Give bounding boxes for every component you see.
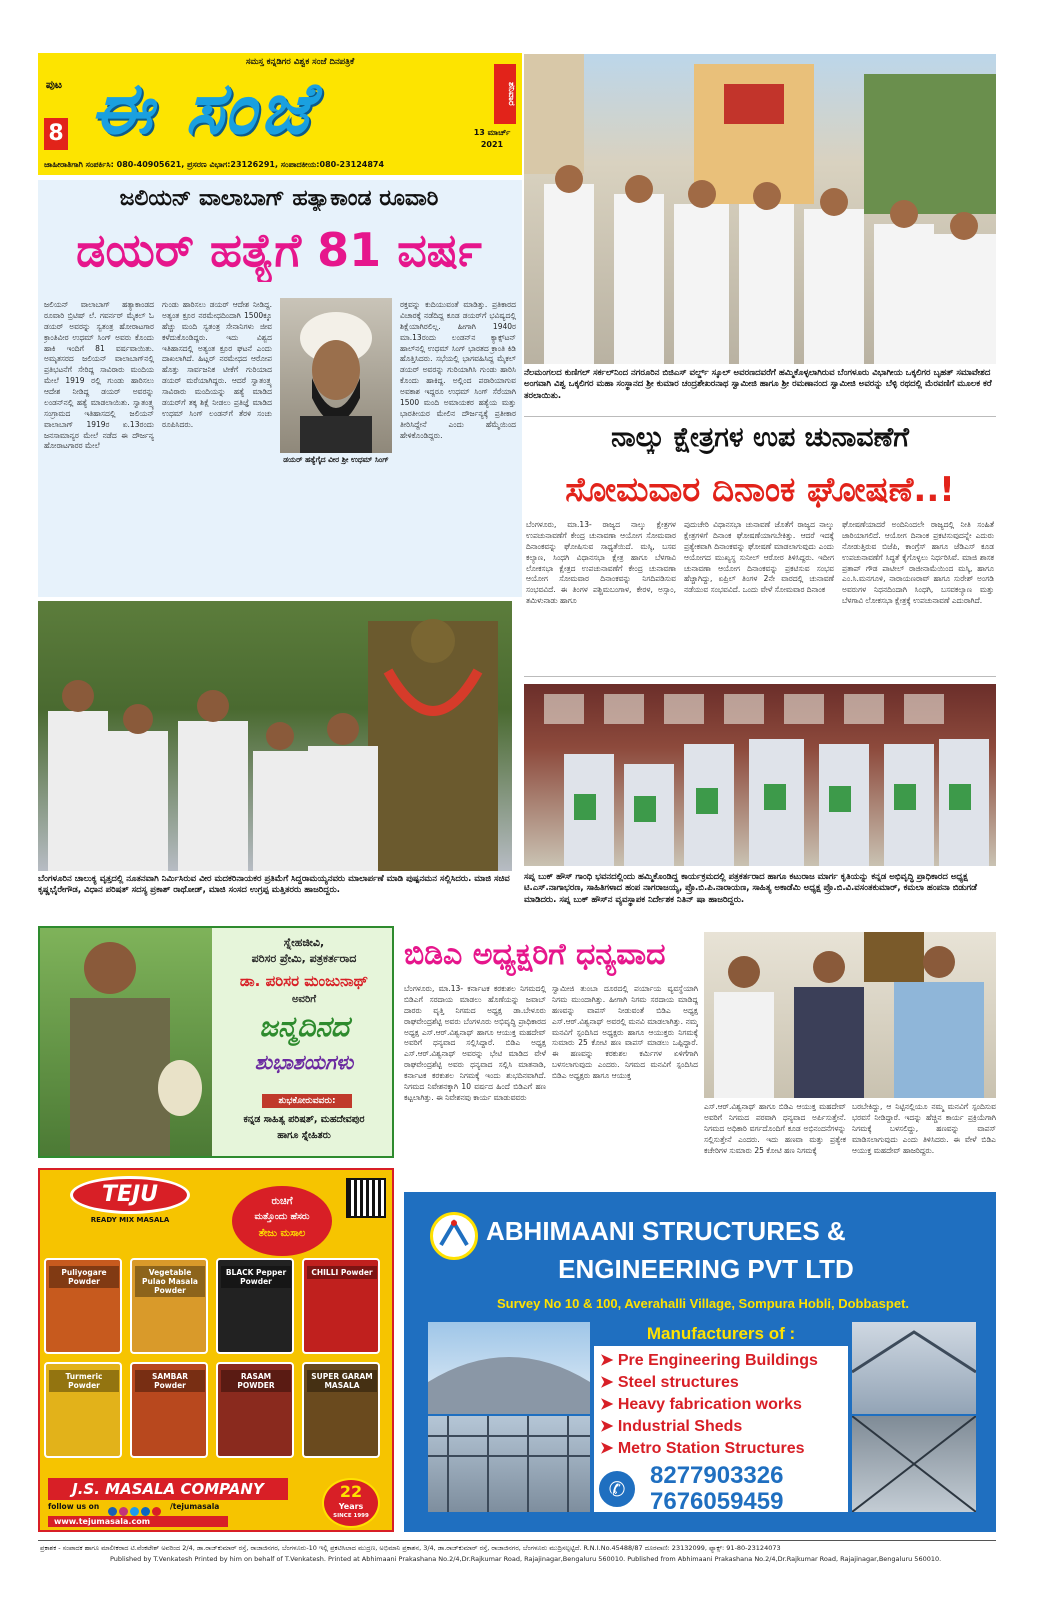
page-label: ಪುಟ <box>45 78 63 91</box>
teju-handle: /tejumasala <box>170 1502 220 1511</box>
teju-product-pack <box>130 1362 208 1458</box>
birthday-avarige: ಅವರಿಗೆ <box>291 994 317 1005</box>
bda-meeting-photo <box>704 932 996 1098</box>
story1-col2: ಗುಂಡು ಹಾರಿಸಲು ಡಯರ್ ಆದೇಶ ನೀಡಿದ್ದ. ಅತ್ಯಂತ ಕ್ರೂರ ನರಮೇಧದಿಂದಾಗಿ 1500ಕ್ಕೂ ಹೆಚ್ಚು ಮಂದಿ ಸ್ವತಂತ್ರ ಸೇನಾನಿಗಳು ಜೀವ ಕಳೆದುಕೊಂಡಿದ್ದರು. ಇದು ವಿಶ್ವದ ಇತಿಹಾಸದಲ್ಲಿ ಅತ್ಯಂತ ಕ್ರೂರ ಘಟನೆ ಎಂದು ದಾಖಲಾಗಿದೆ. ಹಿಟ್ಲರ್ ನರಮೇಧದ ಆರೋಪ ಹೊತ್ತು ಸಾರ್ವಜನಿಕ ಟೀಕೆಗೆ ಗುರಿಯಾದ ಡಯರ್ ಮರೆಯಾಗಿದ್ದರು. ಆದರೆ ಸ್ವಾತಂತ್ರ್ಯ ಸಾವಿರಾರು ಮಂದಿಯನ್ನು ಹತ್ಯೆ ಮಾಡಿದ ಡಯರ್‌ಗೆ ತಕ್ಕ ಶಿಕ್ಷೆ ನೀಡಲು ಪ್ರತಿಜ್ಞೆ ಮಾಡಿದ ಉಧಮ್ ಸಿಂಗ್ ಲಂಡನ್‌ಗೆ ತೆರಳಿ ಸಂಚು ರೂಪಿಸಿದರು. <box>162 300 272 429</box>
linkedin-icon[interactable] <box>141 1507 150 1516</box>
facebook-icon[interactable] <box>108 1507 117 1516</box>
birthday-from-label: ಶುಭಕೋರುವವರು: <box>262 1094 352 1108</box>
abhimaani-phone1[interactable]: 8277903326 <box>650 1462 784 1489</box>
divider <box>524 676 996 677</box>
abhimaani-item: ➤ Metro Station Structures <box>600 1440 805 1457</box>
teju-tagline1: ರುಚಿಗೆ <box>271 1196 293 1207</box>
birthday-greeting1: ಜನ್ಮದಿನದ <box>259 1010 349 1043</box>
statue-caption: ಬೆಂಗಳೂರಿನ ಚಾಲುಕ್ಯ ವೃತ್ತದಲ್ಲಿ ನೂತನವಾಗಿ ನಿರ್ಮಿಸಿರುವ ವೀರ ಮದಕರಿನಾಯಕರ ಪ್ರತಿಮೆಗೆ ಸಿದ್ದರಾಮಯ್ಯನವರು ಮಾಲಾರ್ಪಣೆ ಮಾಡಿ ಪುಷ್ಪನಮನ ಸಲ್ಲಿಸಿದರು. ಮಾಜಿ ಸಚಿವ ಕೃಷ್ಣಭೈರೇಗೌಡ, ವಿಧಾನ ಪರಿಷತ್ ಸದಸ್ಯ ಪ್ರಕಾಶ್ ರಾಥೋಡ್, ಮಾಜಿ ಸಂಸದ ಉಗ್ರಪ್ಪ ಮತ್ತಿತರರು ಹಾಜರಿದ್ದರು. <box>38 874 510 896</box>
teju-product-pack <box>302 1258 380 1354</box>
birthday-from2: ಹಾಗೂ ಸ್ನೇಹಿತರು <box>277 1130 331 1141</box>
statue-drawing <box>38 601 512 871</box>
divider <box>524 416 996 417</box>
story2-kicker: ನಾಲ್ಕು ಕ್ಷೇತ್ರಗಳ ಉಪ ಚುನಾವಣೆಗೆ <box>611 422 909 453</box>
book-release-photo <box>524 684 996 866</box>
footer-rule <box>38 1540 996 1541</box>
masthead-title: ಈ ಸಂಜೆ <box>90 66 315 150</box>
abhimaani-title2: ENGINEERING PVT LTD <box>558 1254 854 1284</box>
youtube-icon[interactable] <box>152 1507 161 1516</box>
person-drawing <box>40 928 212 1156</box>
teju-company: J.S. MASALA COMPANY <box>48 1478 288 1500</box>
teju-product-label: Turmeric Powder <box>49 1370 119 1392</box>
steel-frame-drawing <box>428 1416 590 1512</box>
story1-headline: ಡಯರ್ ಹತ್ಯೆಗೆ 81 ವರ್ಷ <box>76 223 482 277</box>
twitter-icon[interactable] <box>130 1507 139 1516</box>
masthead-contacts: ಜಾಹೀರಾತಿಗಾಗಿ ಸಂಪರ್ಕಿಸಿ: 080-40905621, ಪ್ರಸರಣ ವಿಭಾಗ:23126291, ಸಂಪಾದಕೀಯ:080-23124874 <box>44 160 385 169</box>
teju-badge-number: 22 <box>339 1482 363 1501</box>
book-release-caption: ಸಪ್ನ ಬುಕ್ ಹೌಸ್ ಗಾಂಧಿ ಭವನದಲ್ಲಿಂದು ಹಮ್ಮಿಕೊಂಡಿದ್ದ ಕಾರ್ಯಕ್ರಮದಲ್ಲಿ ಪತ್ರಕರ್ತರಾದ ಹಾಗೂ ಕಟುರಾಜ ಮಾರ್ಗ ಕೃತಿಯನ್ನು ಕನ್ನಡ ಅಭಿವೃದ್ಧಿ ಪ್ರಾಧಿಕಾರದ ಅಧ್ಯಕ್ಷ ಟಿ.ಎಸ್.ನಾಗಾಭರಣ, ಸಾಹಿತಿಗಳಾದ ಹಂಪ ನಾಗರಾಜಯ್ಯ, ಪ್ರೊ.ಬಿ.ಪಿ.ನಾರಾಯಣ, ಸಾಹಿತ್ಯ ಅಕಾಡೆಮಿ ಅಧ್ಯಕ್ಷ ಪ್ರೊ.ಬಿ.ವಿ.ವಸಂತಕುಮಾರ್, ಕಮಲಾ ಹಂಪನಾ ಬಿಡುಗಡೆ ಮಾಡಿದರು. ಸಪ್ನ ಬುಕ್ ಹೌಸ್‌ನ ವ್ಯವಸ್ಥಾಪಕ ನಿರ್ದೇಶಕ ನಿತಿನ್ ಷಾ ಹಾಜರಿದ್ದರು. <box>524 872 977 905</box>
birthday-line1: ಸ್ನೇಹಜೀವಿ, <box>283 936 325 949</box>
building-photo-3 <box>852 1322 976 1414</box>
teju-product-label: BLACK Pepper Powder <box>221 1266 291 1288</box>
building-photo-1 <box>428 1322 590 1414</box>
instagram-icon[interactable] <box>119 1507 128 1516</box>
statue-garland-photo <box>38 601 512 871</box>
abhimaani-item: ➤ Heavy fabrication works <box>600 1396 802 1413</box>
birthday-greeting2: ಶುಭಾಶಯಗಳು <box>254 1050 354 1074</box>
teju-brand: TEJU <box>101 1182 159 1207</box>
teju-product-label: Vegetable Pulao Masala Powder <box>135 1266 205 1297</box>
footer-line2: Published by T.Venkatesh Printed by him on behalf of T.Venkatesh. Printed at Abhimaani Prakashana No.2/4,Dr.Rajkumar Road, Rajajinagar,Bengaluru 560010. Published from Abhimaani Prakashana No.2/4,Dr.Rajkumar Road, Rajajinagar,Bengaluru 560010. <box>110 1555 942 1563</box>
abhimaani-item: ➤ Pre Engineering Buildings <box>600 1352 818 1369</box>
teju-product-pack <box>44 1258 122 1354</box>
procession-photo <box>524 54 996 364</box>
teju-product-pack <box>216 1362 294 1458</box>
building-photo-2 <box>428 1416 590 1512</box>
abhimaani-title1: ABHIMAANI STRUCTURES & <box>486 1216 846 1246</box>
page-number: 8 <box>44 118 68 150</box>
birthday-line2: ಪರಿಸರ ಪ್ರೇಮಿ, ಪತ್ರಕರ್ತರಾದ <box>251 952 357 965</box>
birthday-person-photo <box>40 928 212 1156</box>
story3-headline: ಬಿಡಿಎ ಅಧ್ಯಕ್ಷರಿಗೆ ಧನ್ಯವಾದ <box>404 937 666 972</box>
meeting-drawing <box>704 932 996 1098</box>
story2-col1: ಬೆಂಗಳೂರು, ಮಾ.13- ರಾಜ್ಯದ ನಾಲ್ಕು ಕ್ಷೇತ್ರಗಳ ಉಪಚುನಾವಣೆಗೆ ಕೇಂದ್ರ ಚುನಾವಣಾ ಆಯೋಗ ಸೋಮವಾರ ದಿನಾಂಕವನ್ನು ಘೋಷಿಸುವ ಸಾಧ್ಯತೆಯಿದೆ. ಮಸ್ಕಿ, ಬಸವ ಕಲ್ಯಾಣ, ಸಿಂಧಗಿ ವಿಧಾನಸಭಾ ಕ್ಷೇತ್ರ ಹಾಗೂ ಬೆಳಗಾವಿ ಲೋಕಸಭಾ ಕ್ಷೇತ್ರದ ಉಪಚುನಾವಣೆಗೆ ಕೇಂದ್ರ ಚುನಾವಣಾ ಆಯೋಗ ಸೋಮವಾರ ದಿನಾಂಕವನ್ನು ನಿಗದಿಪಡಿಸುವ ಸಂಭವವಿದೆ. ಈ ತಿಂಗಳ ಪಶ್ಚಿಮಬಂಗಾಳ, ಕೇರಳ, ಅಸ್ಸಾಂ, ತಮಿಳುನಾಡು ಹಾಗೂ <box>526 520 676 606</box>
building-drawing <box>428 1322 590 1414</box>
teju-product-pack <box>44 1362 122 1458</box>
teju-product-label: CHILLI Powder <box>307 1266 377 1279</box>
story2-col3: ಘೋಷಣೆಯಾದರೆ ಅಂದಿನಿಂದಲೇ ರಾಜ್ಯದಲ್ಲಿ ನೀತಿ ಸಂಹಿತೆ ಜಾರಿಯಾಗಲಿದೆ. ಆಯೋಗ ದಿನಾಂಕ ಪ್ರಕಟಿಸುವುದನ್ನೇ ಎದುರು ನೋಡುತ್ತಿರುವ ಬಿಜೆಪಿ, ಕಾಂಗ್ರೆಸ್ ಹಾಗೂ ಜೆಡಿಎಸ್ ಕೂಡ ಉಪಚುನಾವಣೆಗೆ ಸಿದ್ಧತೆ ಕೈಗೊಳ್ಳಲು ನಿರ್ಧರಿಸಿವೆ. ಮಾಜಿ ಶಾಸಕ ಪ್ರತಾಪ್ ಗೌಡ ಪಾಟೀಲ್ ರಾಜೀನಾಮೆಯಿಂದ ಮಸ್ಕಿ, ಹಾಗೂ ಎಂ.ಸಿ.ಮನಗೂಳಿ, ನಾರಾಯಣರಾವ್ ಹಾಗೂ ಸುರೇಶ್ ಅಂಗಡಿ ಅವರುಗಳ ನಿಧನದಿಂದಾಗಿ ಸಿಂಧಗಿ, ಬಸವಕಲ್ಯಾಣ ಮತ್ತು ಬೆಳಗಾವಿ ಲೋಕಸಭಾ ಕ್ಷೇತ್ರಕ್ಕೆ ಉಪಚುನಾವಣೆ ಎದುರಾಗಿದೆ. <box>842 520 994 606</box>
abhimaani-manufacturers: Manufacturers of : <box>594 1322 848 1346</box>
teju-product-pack <box>130 1258 208 1354</box>
teju-website[interactable]: www.tejumasala.com <box>48 1516 228 1527</box>
teju-tagline2: ಮತ್ತೊಂದು ಹೆಸರು <box>254 1212 310 1222</box>
story1-col2b <box>162 462 272 592</box>
shed-drawing <box>852 1322 976 1414</box>
birthday-from: ಕನ್ನಡ ಸಾಹಿತ್ಯ ಪರಿಷತ್, ಮಹದೇವಪುರ <box>243 1114 365 1125</box>
abhimaani-item: ➤ Industrial Sheds <box>600 1418 743 1435</box>
abhimaani-item: ➤ Steel structures <box>600 1374 739 1391</box>
story1-kicker: ಜಲಿಯನ್ ವಾಲಾಬಾಗ್ ಹತ್ಯಾಕಾಂಡ ರೂವಾರಿ <box>119 186 439 211</box>
abhimaani-items <box>600 1350 850 1460</box>
story3-col1: ಬೆಂಗಳೂರು, ಮಾ.13- ಕರ್ನಾಟಕ ಕರಕುಶಲ ನಿಗಮದಲ್ಲಿ ಬಿಡಿಎಗೆ ಸರದಾಯ ಮಾಡಲು ಹೊಣೆಯನ್ನು ಜವಾಬ್ ದಾರರು ವೃತ್ತಿ ನಿಗಮದ ಅಧ್ಯಕ್ಷ ಡಾ.ಬೇಳೂರು ರಾಘವೇಂದ್ರಶೆಟ್ಟಿ ಅವರು ಬೆಂಗಳೂರು ಅಭಿವೃದ್ಧಿ ಪ್ರಾಧಿಕಾರದ ಅಧ್ಯಕ್ಷ ಎಸ್.ಆರ್.ವಿಶ್ವನಾಥ್ ಹಾಗೂ ಆಯುಕ್ತ ಮಹದೇವ್ ಅವರಿಗೆ ಧನ್ಯವಾದ ಸಲ್ಲಿಸಿದ್ದಾರೆ. ಬಿಡಿಎ ಅಧ್ಯಕ್ಷ ಎಸ್.ಆರ್.ವಿಶ್ವನಾಥ್ ಅವರನ್ನು ಭೇಟಿ ಮಾಡಿದ ವೇಳೆ ರಾಘವೇಂದ್ರಶೆಟ್ಟಿ ಅವರು ಧನ್ಯವಾದ ಸಲ್ಲಿಸಿ ಮಾತನಾಡಿ, ಕರ್ನಾಟಕ ಕರಕುಶಲ ನಿಗಮಕ್ಕೆ ಇಂದು ಶುಭದಿನವಾಗಿದೆ. ನಿಗಮದ ನಿವೇಶನಕ್ಕಾಗಿ 10 ವರ್ಷದ ಹಿಂದೆ ಬಿಡಿಎಗೆ ಹಣ ಕಟ್ಟಲಾಗಿತ್ತು. ಈ ನಿವೇಶನವು ಕಾರ್ಯ ಮಾಡುವವರು <box>404 984 546 1102</box>
teju-product-pack <box>302 1362 380 1458</box>
procession-drawing <box>524 54 996 364</box>
story3-photo-caption2: ಬರಬೇಕಿದ್ದು, ಆ ನಿಟ್ಟಿನಲ್ಲಿಯೂ ನಮ್ಮ ಮನವಿಗೆ ಸ್ಪಂದಿಸುವ ಭರವಸೆ ನೀಡಿದ್ದಾರೆ. ಇದನ್ನು ಹೆಚ್ಚಿನ ಕಾರ್ಯ ಪ್ರಕ್ರಿಯೆಗಾಗಿ ನಿಗಮಕ್ಕೆ ಬಳಸಲಿದ್ದು, ಹಣವನ್ನು ವಾಪಸ್ ಮಾಡಿಸಲಾಗುವುದು ಎಂದು ತಿಳಿಸಿದರು. ಈ ವೇಳೆ ಬಿಡಿಎ ಆಯುಕ್ತ ಮಹದೇವ್ ಹಾಜರಿದ್ದರು. <box>852 1102 996 1155</box>
abhimaani-phone2[interactable]: 7676059459 <box>650 1488 784 1515</box>
book-release-drawing <box>524 684 996 866</box>
building-photo-4 <box>852 1416 976 1512</box>
teju-product-pack <box>216 1258 294 1354</box>
teju-tagline3: ತೇಜು ಮಸಾಲ <box>258 1228 306 1239</box>
portrait-drawing <box>280 298 392 453</box>
portrait-caption: ಡಯರ್ ಹತ್ಯೆಗೈದ ವೀರ ಶ್ರೀ ಉಧಮ್ ಸಿಂಗ್ <box>283 455 389 464</box>
udham-singh-portrait <box>280 298 392 453</box>
story3-photo-caption: ಎಸ್.ಆರ್.ವಿಶ್ವನಾಥ್ ಹಾಗೂ ಬಿಡಿಎ ಆಯುಕ್ತ ಮಹದೇವ್ ಅವರಿಗೆ ನಿಗಮದ ಪರವಾಗಿ ಧನ್ಯವಾದ ಅರ್ಪಿಸುತ್ತೇನೆ. ನಿಗಮದ ಅಧಿಕಾರಿ ವರ್ಗದೊಂದಿಗೆ ಕೂಡ ಅಭಿನಂದನೆಗಳನ್ನು ಸಲ್ಲಿಸುತ್ತೇನೆ ಎಂದರು. ಇದು ಹಣವಾ ಮತ್ತು ಪ್ರತ್ಯೇಕ ಕಚೇರಿಗಳ ಸುಮಾರು 25 ಕೋಟಿ ಹಣ ನಿಗಮಕ್ಕೆ <box>704 1102 846 1155</box>
story3-col2: ಸ್ವಾಮೀಜಿ ತುಂಬಾ ದೂರದಲ್ಲಿ ಪರ್ಯಾಯ ವ್ಯವಸ್ಥೆಯಾಗಿ ನಿಗಮ ಮುಂದಾಗಿತ್ತು. ಹೀಗಾಗಿ ನಿಗಮ ಸರದಾಯ ಮಾಡಿದ್ದ ಹಣವನ್ನು ವಾಪಸ್ ನೀಡುವಂತೆ ಬಿಡಿಎ ಅಧ್ಯಕ್ಷ ಎಸ್.ಆರ್.ವಿಶ್ವನಾಥ್ ಅವರಲ್ಲಿ ಮನವಿ ಮಾಡಲಾಗಿತ್ತು. ನಮ್ಮ ಮನವಿಗೆ ಸ್ಪಂದಿಸಿದ ಅಧ್ಯಕ್ಷರು ಹಾಗೂ ಆಯುಕ್ತರು ನಿಗಮಕ್ಕೆ ಸುಮಾರು 25 ಕೋಟಿ ಹಣ ವಾಪಸ್ ಮಾಡಲು ಒಪ್ಪಿದ್ದಾರೆ. ಈ ಹಣವನ್ನು ಕರಕುಶಲ ಕರ್ಮಿಗಳ ಏಳಿಗೆಗಾಗಿ ಬಳಸಲಾಗುವುದು ಎಂದರು. ನಿಗಮದ ಮನವಿಗೆ ಸ್ಪಂದಿಸಿದ ಬಿಡಿಎ ಅಧ್ಯಕ್ಷರು ಹಾಗೂ ಆಯುಕ್ತ <box>552 984 698 1080</box>
story2-headline: ಸೋಮವಾರ ದಿನಾಂಕ ಘೋಷಣೆ..! <box>565 470 955 510</box>
teju-product-label: Puliyogare Powder <box>49 1266 119 1288</box>
teju-badge-years: Years <box>338 1502 364 1511</box>
teju-products <box>44 1258 388 1458</box>
teju-follow: follow us on <box>48 1502 100 1511</box>
truss-drawing <box>852 1416 976 1512</box>
story1-col3: ರಕ್ತವನ್ನು ಕುದಿಯುವಂತೆ ಮಾಡಿತ್ತು. ಪ್ರತಿಕಾರದ ವಿಚಾರಕ್ಕೆ ನಡೆದಿದ್ದ ಕೂಡ ಡಯರ್‌ಗೆ ಭವಿಷ್ಯದಲ್ಲಿ ಶಿಕ್ಷೆಯಾಗಿರಲಿಲ್ಲ. ಹೀಗಾಗಿ 1940ರ ಮಾ.13ರಂದು ಲಂಡನ್‌ನ ಕ್ಯಾಕ್ಸ್‌ಟನ್ ಹಾಲ್‌ನಲ್ಲಿ ಉಧಮ್ ಸಿಂಗ್ ಭಾರತದ ಕ್ರಾಂತಿ ಕಿಡಿ ಹೊತ್ತಿಸಿದರು. ಸಭೆಯಲ್ಲಿ ಭಾಗವಹಿಸಿದ್ದ ಮೈಕಲ್ ಡಯರ್ ಅವರನ್ನು ಗುರಿಯಾಗಿಸಿ ಗುಂಡು ಹಾರಿಸಿ ಕೊಂದು ಹಾಕಿದ್ದ. ಅಲ್ಲಿಂದ ಪರಾರಿಯಾಗುವ ಅವಕಾಶ ಇದ್ದರೂ ಉಧಮ್ ಸಿಂಗ್ ಸೆರೆಯಾಗಿ 1500 ಮಂದಿ ಅಮಾಯಕರ ಹತ್ಯೆಯ ಮತ್ತು ಭಾರತೀಯರ ಮೇಲಿನ ದೌರ್ಜನ್ಯಕ್ಕೆ ಪ್ರತೀಕಾರ ತೀರಿಸಿದ್ದೇನೆ ಎಂದು ಹೆಮ್ಮೆಯಿಂದ ಹೇಳಿಕೊಂಡಿದ್ದರು. <box>400 300 516 440</box>
teju-subtitle: READY MIX MASALA <box>90 1216 170 1224</box>
compass-icon <box>433 1215 475 1257</box>
footer-line1: ಪ್ರಕಾಶಕ - ಸಂಪಾದಕ ಹಾಗೂ ಮಾಲೀಕರಾದ ಟಿ.ವೆಂಕಟೇಶ್ ಅವರಿಂದ 2/4, ಡಾ.ರಾಜ್‌ಕುಮಾರ್ ರಸ್ತೆ, ರಾಜಾಜಿನಗರ, ಬೆಂಗಳೂರು-10 ಇಲ್ಲಿ ಪ್ರಕಟಿಸಿಲಾದ ಮುದ್ರಣ, ಅಭಿಮಾನಿ ಪ್ರಕಾಶನ, 3/4, ಡಾ.ರಾಜ್‌ಕುಮಾರ್ ರಸ್ತೆ, ರಾಜಾಜಿನಗರ, ಬೆಂಗಳೂರು ಮುದ್ರಿಸಲ್ಪಟ್ಟಿದೆ. R.N.I.No.45488/87 ದೂರವಾಣಿ: 23132099, ಫ್ಯಾಕ್ಸ್: 91-80-23124073 <box>40 1544 781 1552</box>
teju-social-icons <box>108 1501 168 1511</box>
birthday-name: ಡಾ. ಪರಿಸರ ಮಂಜುನಾಥ್ <box>239 972 369 990</box>
qr-code-icon <box>346 1178 386 1218</box>
abhimaani-address: Survey No 10 & 100, Averahalli Village, Sompura Hobli, Dobbaspet. <box>496 1296 910 1311</box>
teju-badge-since: SINCE 1999 <box>333 1513 369 1519</box>
teju-product-label: SUPER GARAM MASALA <box>307 1370 377 1392</box>
abhimaani-logo-icon <box>430 1212 478 1260</box>
teju-product-label: SAMBAR Powder <box>135 1370 205 1392</box>
story1-col1: ಜಲಿಯನ್ ವಾಲಾಬಾಗ್ ಹತ್ಯಾಕಾಂಡದ ರೂವಾರಿ ಬ್ರಿಟಿಷ್ ಲೆ. ಗವರ್ನರ್ ಮೈಕಲ್ ಓ ಡಯರ್ ಅವರನ್ನು ಸ್ವತಂತ್ರ ಹೋರಾಟಗಾರ ಕ್ರಾಂತಿವೀರ ಉಧಮ್ ಸಿಂಗ್ ಅವರು ಕೊಂದು ಹಾಕಿ ಇಂದಿಗೆ 81 ವರ್ಷವಾಯಿತು. ಅಮೃತಸರದ ಜಲಿಯನ್ ವಾಲಾಬಾಗ್‌ನಲ್ಲಿ ಪ್ರತಿಭಟನೆಗೆ ಸೇರಿದ್ದ ಸಾವಿರಾರು ಮಂದಿಯ ಮೇಲೆ 1919 ರಲ್ಲಿ ಗುಂಡು ಹಾರಿಸಲು ಆದೇಶ ನೀಡಿದ್ದ ಡಯರ್ ಅವರನ್ನು ಲಂಡನ್‌ನಲ್ಲಿ ಹತ್ಯೆ ಮಾಡಲಾಯಿತು. ಸ್ವಾತಂತ್ರ್ಯ ಸಂಗ್ರಾಮದ ಇತಿಹಾಸದಲ್ಲಿ ಜಲಿಯನ್ ವಾಲಾಬಾಗ್ 1919ರ ಏ.13ರಂದು ಜನಸಾಮಾನ್ಯರ ಮೇಲೆ ನಡೆದ ಈ ದೌರ್ಜನ್ಯ ಹೋರಾಟಗಾರರ ಮೇಲೆ <box>44 300 154 451</box>
weekday: ಶನಿವಾರ <box>506 82 516 106</box>
phone-icon: ✆ <box>596 1468 638 1510</box>
masthead-tagline: ಸಮಸ್ತ ಕನ್ನಡಿಗರ ವಿಶ್ವಕ ಸಂಜೆ ದಿನಪತ್ರಿಕೆ <box>245 57 355 67</box>
procession-caption: ನೆಲಮಂಗಲದ ಕುಣಿಗಲ್ ಸರ್ಕಲ್‌ನಿಂದ ನಗರೂರಿನ ಬಿಜಿಎಸ್ ವರ್ಲ್ಡ್ ಸ್ಕೂಲ್ ಅವರಣದವರೆಗೆ ಹಮ್ಮಿಕೊಳ್ಳಲಾಗಿರುವ ಬೆಂಗಳೂರು ವಿಭಾಗೀಯ ಒಕ್ಕಲಿಗರ ಬೃಹತ್ ಸಮಾವೇಶದ ಅಂಗವಾಗಿ ವಿಶ್ವ ಒಕ್ಕಲಿಗರ ಮಹಾ ಸಂಸ್ಥಾನದ ಶ್ರೀ ಕುಮಾರ ಚಂದ್ರಶೇಖರನಾಥ ಸ್ವಾಮೀಜಿ ಹಾಗೂ ಶ್ರೀ ರಮಣಾನಂದ ಸ್ವಾಮೀಜಿ ಅವರನ್ನು ಬೆಳ್ಳಿ ರಥದಲ್ಲಿ ಮೆರವಣಿಗೆ ಮೂಲಕ ಕರೆ ತರಲಾಯಿತು. <box>524 368 992 401</box>
date: 13 ಮಾರ್ಚ್ <box>473 128 511 137</box>
story2-col2: ಪುದುಚೇರಿ ವಿಧಾನಸಭಾ ಚುನಾವಣೆ ಜೊತೆಗೆ ರಾಜ್ಯದ ನಾಲ್ಕು ಕ್ಷೇತ್ರಗಳಿಗೆ ದಿನಾಂಕ ಘೋಷಣೆಯಾಗಬೇಕಿತ್ತು. ಆದರೆ ಇದಕ್ಕೆ ಪ್ರತ್ಯೇಕವಾಗಿ ದಿನಾಂಕವನ್ನು ಘೋಷಣೆ ಮಾಡಲಾಗುವುದು ಎಂದು ಆಯೋಗದ ಮುಖ್ಯಸ್ಥ ಸುನೀಲ್ ಆರೋರ ತಿಳಿಸಿದ್ದರು. ಇದೀಗ ಚುನಾವಣಾ ಆಯೋಗ ದಿನಾಂಕವನ್ನು ಪ್ರಕಟಿಸುವ ಸಂಭವ ಹೆಚ್ಚಾಗಿದ್ದು, ಏಪ್ರಿಲ್ ತಿಂಗಳ 2ನೇ ವಾರದಲ್ಲಿ ಚುನಾವಣೆ ನಡೆಯುವ ಸಂಭವವಿದೆ. ಒಂದು ವೇಳೆ ಸೋಮವಾರ ದಿನಾಂಕ <box>684 520 834 595</box>
teju-product-label: RASAM POWDER <box>221 1370 291 1392</box>
year: 2021 <box>480 140 504 149</box>
